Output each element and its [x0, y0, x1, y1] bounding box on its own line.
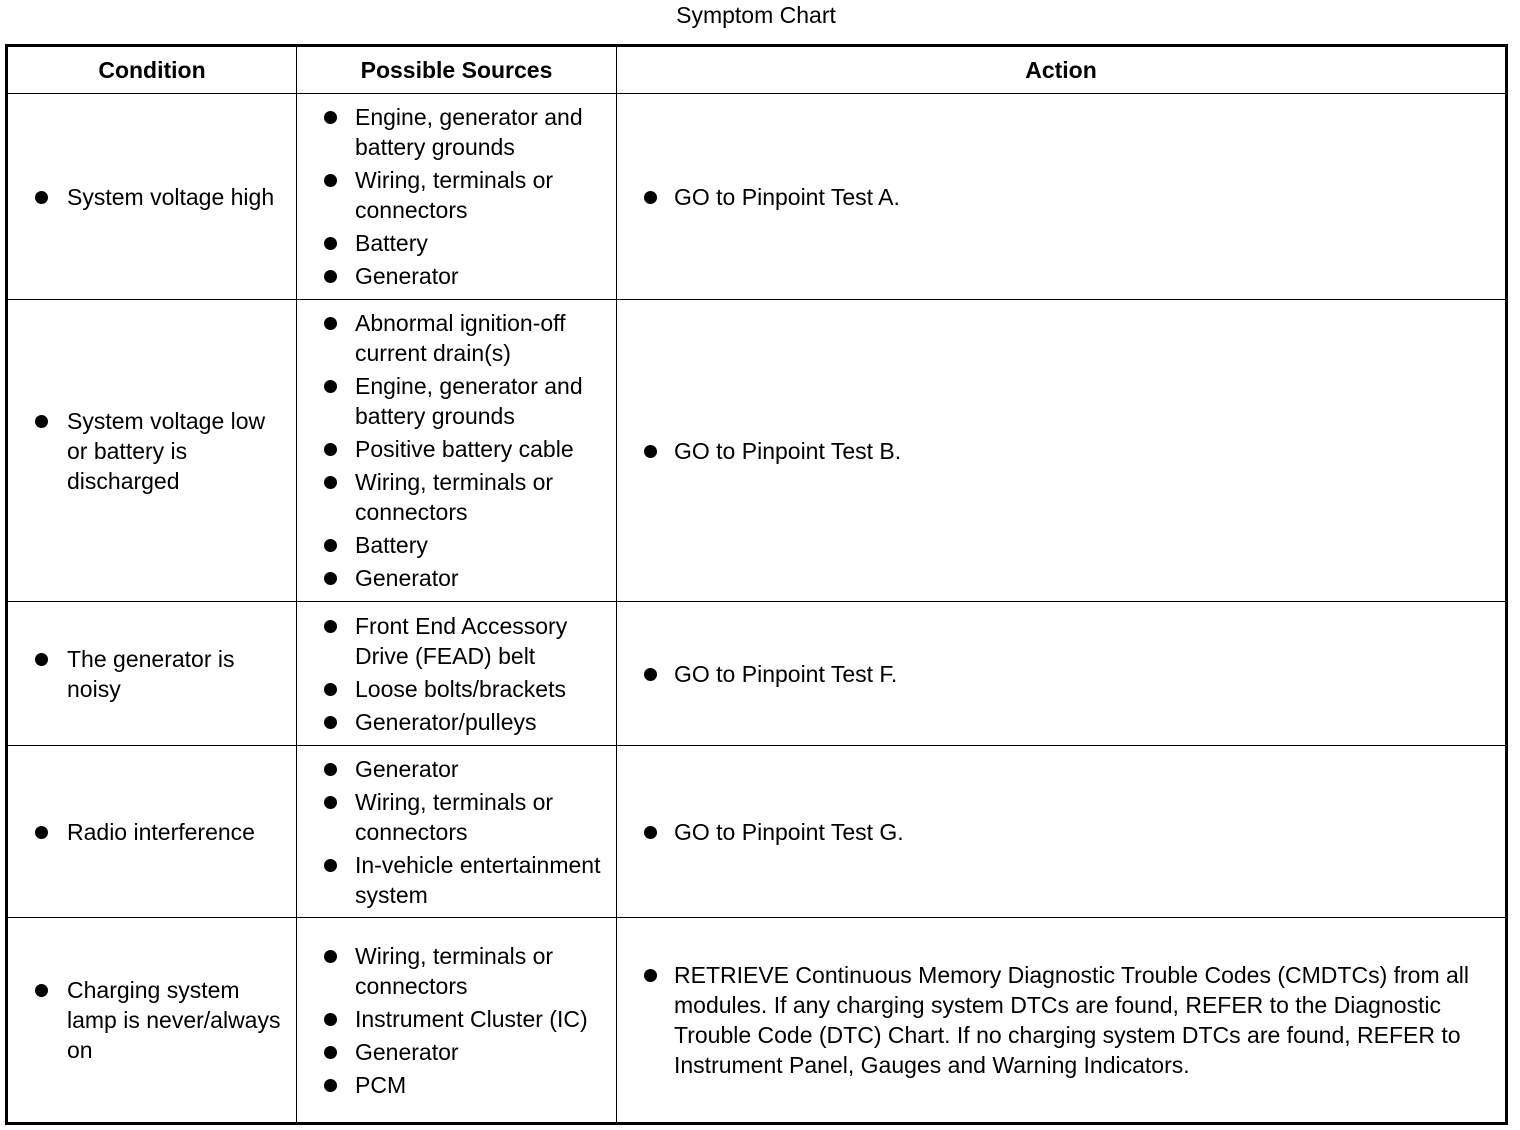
sources-cell [297, 746, 617, 918]
condition-text: The generator is noisy [8, 644, 296, 704]
source-item: Loose bolts/brackets [297, 674, 616, 704]
source-item: Instrument Cluster (IC) [297, 1004, 616, 1034]
header-possible-sources: Possible Sources [297, 46, 617, 94]
source-item: Engine, generator and battery grounds [297, 371, 616, 431]
source-item: PCM [297, 1070, 616, 1100]
header-condition: Condition [7, 46, 297, 94]
action-cell [617, 94, 1507, 300]
action-text: GO to Pinpoint Test B. [617, 436, 1505, 466]
table-row [7, 94, 1507, 300]
source-item: Generator [297, 261, 616, 291]
condition-cell [7, 918, 297, 1124]
condition-text: Charging system lamp is never/always on [8, 975, 296, 1065]
action-text: GO to Pinpoint Test F. [617, 659, 1505, 689]
source-item: Generator [297, 563, 616, 593]
table-row [7, 300, 1507, 602]
action-cell [617, 300, 1507, 602]
source-item: Generator/pulleys [297, 707, 616, 737]
action-cell [617, 918, 1507, 1124]
source-item: Front End Accessory Drive (FEAD) belt [297, 611, 616, 671]
condition-cell [7, 300, 297, 602]
source-item: Battery [297, 530, 616, 560]
sources-cell [297, 918, 617, 1124]
table-row [7, 918, 1507, 1124]
source-item: Abnormal ignition-off current drain(s) [297, 308, 616, 368]
condition-cell [7, 94, 297, 300]
source-item: Battery [297, 228, 616, 258]
header-action: Action [617, 46, 1507, 94]
source-item: Wiring, terminals or connectors [297, 165, 616, 225]
source-item: Wiring, terminals or connectors [297, 467, 616, 527]
condition-text: Radio interference [8, 817, 296, 847]
source-item: Positive battery cable [297, 434, 616, 464]
source-item: Generator [297, 754, 616, 784]
source-item: Engine, generator and battery grounds [297, 102, 616, 162]
source-item: Wiring, terminals or connectors [297, 941, 616, 1001]
condition-text: System voltage low or battery is discharged [8, 406, 296, 496]
page-title: Symptom Chart [676, 2, 836, 28]
source-item: Wiring, terminals or connectors [297, 787, 616, 847]
action-cell [617, 746, 1507, 918]
action-text: GO to Pinpoint Test A. [617, 182, 1505, 212]
condition-cell [7, 602, 297, 746]
table-header-row [7, 46, 1507, 94]
symptom-table [5, 44, 1508, 1125]
condition-text: System voltage high [8, 182, 296, 212]
action-text: RETRIEVE Continuous Memory Diagnostic Trouble Codes (CMDTCs) from all modules. If any charging system DTCs are found, REFER to the Diagnostic Trouble Code (DTC) Chart. If no charging system DTCs are found, REFER to Instrument Panel, Gauges and Warning Indicators. [617, 960, 1505, 1080]
sources-cell [297, 300, 617, 602]
action-cell [617, 602, 1507, 746]
source-item: Generator [297, 1037, 616, 1067]
sources-cell [297, 602, 617, 746]
source-item: In-vehicle entertainment system [297, 850, 616, 910]
condition-cell [7, 746, 297, 918]
table-row [7, 746, 1507, 918]
table-row [7, 602, 1507, 746]
sources-cell [297, 94, 617, 300]
action-text: GO to Pinpoint Test G. [617, 817, 1505, 847]
